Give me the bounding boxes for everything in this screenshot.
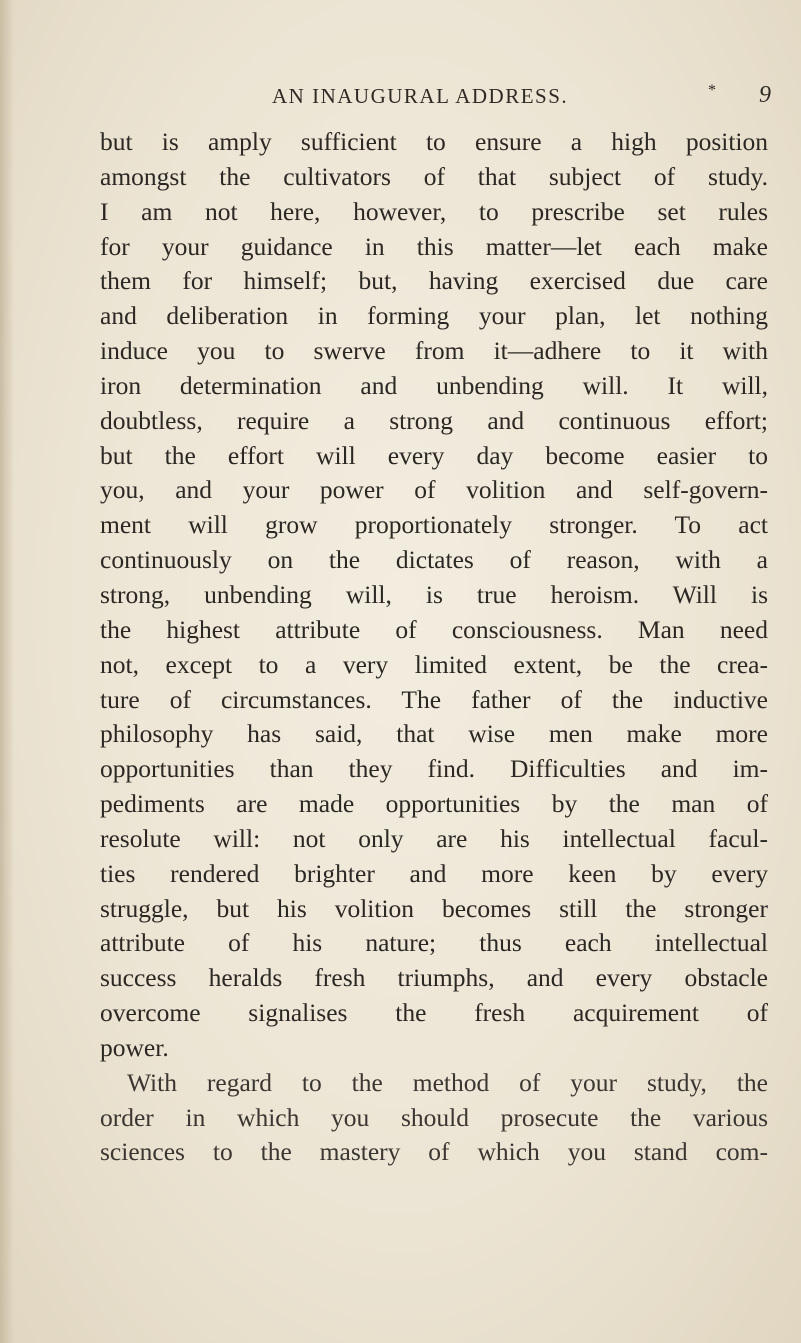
ornament-mark: *: [708, 82, 716, 99]
text-line: attribute of his nature; thus each intellectual: [100, 928, 768, 958]
text-line: but is amply sufficient to ensure a high position: [100, 127, 768, 156]
text-line: but the effort will every day become easier to: [100, 440, 768, 470]
text-line: I am not here, however, to prescribe set rules: [100, 196, 768, 226]
text-line: continuously on the dictates of reason, with a: [100, 545, 768, 575]
text-line: you, and your power of volition and self-govern-: [100, 475, 768, 505]
text-line: opportunities than they find. Difficulties and im-: [100, 754, 768, 784]
page-header: [272, 84, 771, 114]
text-line: ture of circumstances. The father of the inductive: [100, 684, 768, 714]
paragraph-1: [100, 125, 768, 1066]
text-line: resolute will: not only are his intellectual facul-: [100, 823, 768, 853]
text-line: the highest attribute of consciousness. Man need: [100, 614, 768, 644]
text-line: pediments are made opportunities by the man of: [100, 789, 768, 819]
text-line: order in which you should prosecute the various: [100, 1102, 768, 1132]
text-line: struggle, but his volition becomes still the stronger: [100, 893, 768, 923]
text-line: power.: [100, 1032, 169, 1062]
paragraph-2: [100, 1066, 768, 1171]
text-line: iron determination and unbending will. It will,: [100, 370, 768, 400]
text-line: philosophy has said, that wise men make more: [100, 719, 768, 749]
text-line: for your guidance in this matter—let each make: [100, 231, 768, 261]
running-head: AN INAUGURAL ADDRESS.: [272, 84, 569, 108]
text-line: and deliberation in forming your plan, let nothing: [100, 301, 768, 331]
text-line: ment will grow proportionately stronger. To act: [100, 510, 768, 540]
text-line: doubtless, require a strong and continuous effort;: [100, 405, 768, 435]
text-line: induce you to swerve from it—adhere to it with: [100, 336, 768, 366]
text-line: success heralds fresh triumphs, and every obstacle: [100, 963, 768, 993]
text-line: amongst the cultivators of that subject of study.: [100, 161, 768, 191]
text-line: ties rendered brighter and more keen by every: [100, 858, 768, 888]
body-text: [100, 125, 768, 1170]
text-line: With regard to the method of your study, the: [127, 1067, 768, 1097]
page-number: 9: [759, 82, 771, 108]
text-line: overcome signalises the fresh acquirement of: [100, 998, 768, 1028]
page-gutter-shadow: [0, 0, 14, 1343]
text-line: sciences to the mastery of which you stand com-: [100, 1137, 768, 1167]
text-line: strong, unbending will, is true heroism. Will is: [100, 579, 768, 609]
text-line: them for himself; but, having exercised due care: [100, 266, 768, 296]
text-line: not, except to a very limited extent, be the crea-: [100, 649, 768, 679]
